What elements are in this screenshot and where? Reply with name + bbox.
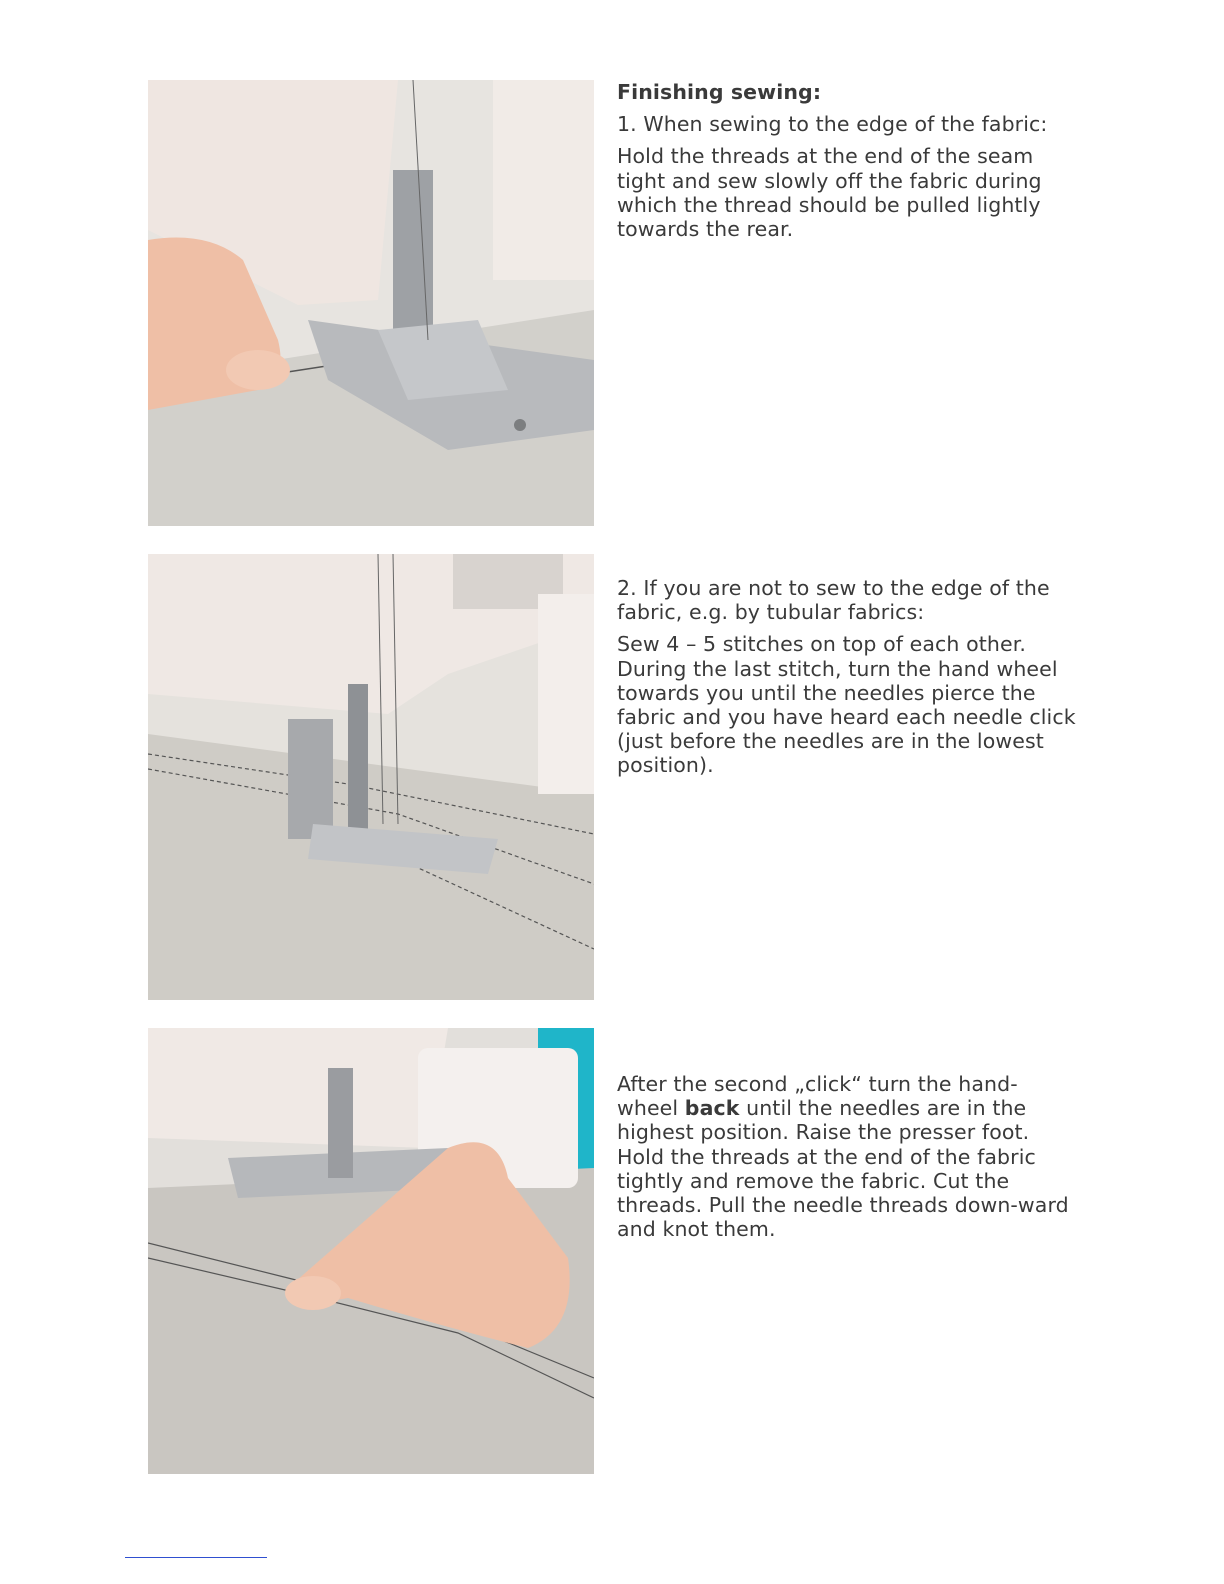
sewing-machine-illustration-2 bbox=[148, 554, 594, 1000]
step-3-body bbox=[617, 1072, 1077, 1241]
needle-bar bbox=[348, 684, 368, 844]
section-heading: Finishing sewing: bbox=[617, 80, 822, 104]
step-2-title: 2. If you are not to sew to the edge of the fabric, e.g. by tubular fabrics: bbox=[617, 576, 1050, 625]
sewing-machine-illustration-1 bbox=[148, 80, 594, 526]
step-2-body: Sew 4 – 5 stitches on top of each other. During the last stitch, turn the hand wheel towards you until the needles pierce the fabric and you have heard each needle click (just before the needles are in the lowest position). bbox=[617, 632, 1076, 778]
section-tubular-fabric bbox=[617, 576, 1077, 778]
photo-sewing-off-edge bbox=[148, 80, 594, 526]
photo-removing-fabric bbox=[148, 1028, 594, 1474]
step-1-title: 1. When sewing to the edge of the fabric: bbox=[617, 112, 1048, 137]
step-3-body-end: until the needles are in the highest position. Raise the presser foot. Hold the threads at the end of the fabric tightly and remove the fabric. Cut the threads. Pull the needle threads down-ward and knot them. bbox=[617, 1096, 1069, 1242]
section-finishing-at-edge bbox=[617, 80, 1077, 241]
machine-body bbox=[148, 1028, 448, 1148]
photo-tubular-fabric-stitching bbox=[148, 554, 594, 1000]
step-1-body: Hold the threads at the end of the seam tight and sew slowly off the fabric during which the thread should be pulled lightly towards the rear. bbox=[617, 144, 1042, 242]
section-removing-fabric bbox=[617, 1072, 1077, 1241]
sewing-machine-illustration-3 bbox=[148, 1028, 594, 1474]
footer-rule bbox=[125, 1557, 267, 1558]
step-3-body-start: After the second „click“ turn the hand-wheel bbox=[617, 1072, 1018, 1121]
step-3-body-bold: back bbox=[684, 1096, 740, 1121]
